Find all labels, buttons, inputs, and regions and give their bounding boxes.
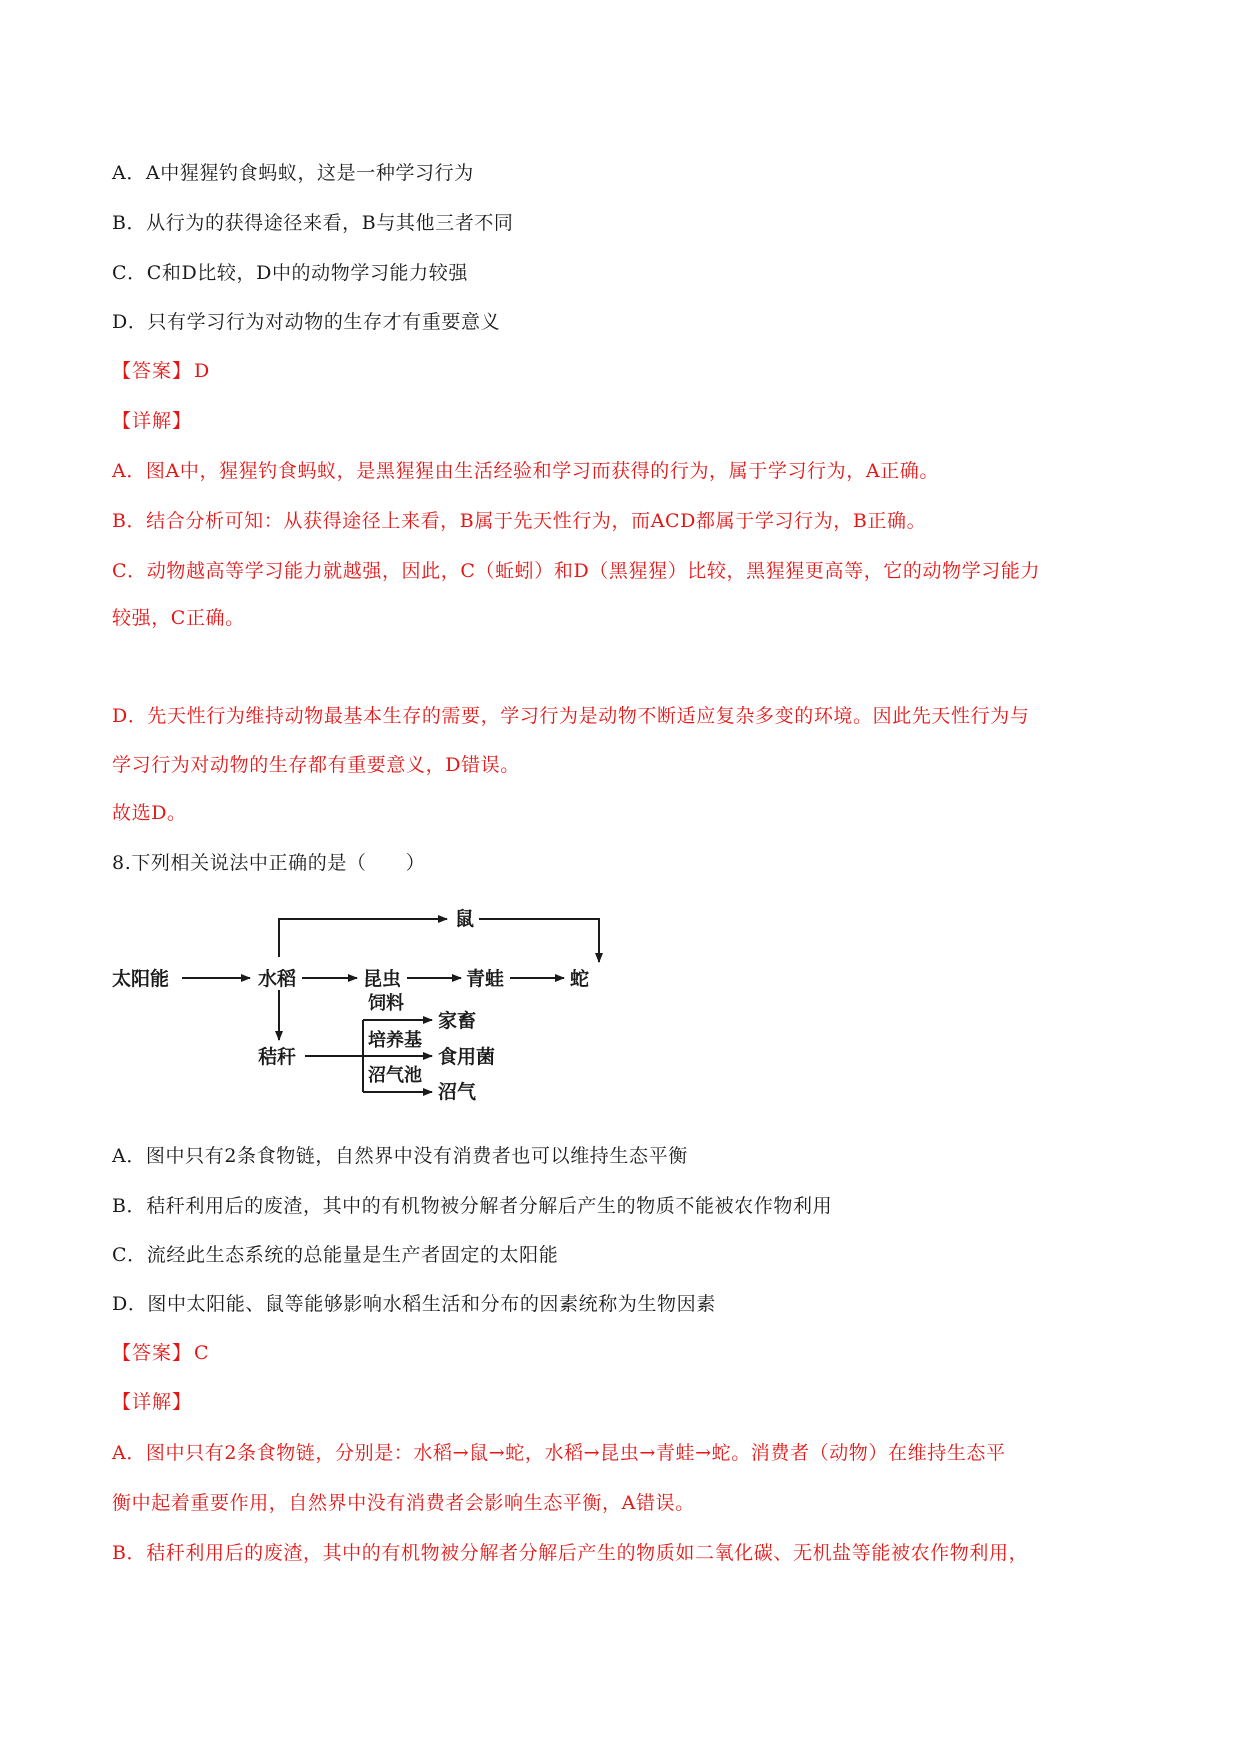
arrow-mouse-snake xyxy=(479,919,599,962)
label-feed: 饲料 xyxy=(368,993,404,1014)
q8-answer-line xyxy=(112,1340,1132,1366)
node-insect: 昆虫 xyxy=(363,968,402,990)
label-digester: 沼气池 xyxy=(368,1065,422,1086)
arrow-rice-mouse xyxy=(279,919,447,957)
q8-explanation-a1: A．图中只有2条食物链，分别是：水稻→鼠→蛇，水稻→昆虫→青蛙→蛇。消费者（动物）在维持生态平 xyxy=(112,1442,1006,1464)
q7-option-b: B．从行为的获得途径来看，B与其他三者不同 xyxy=(112,212,514,234)
answer-value: D xyxy=(194,360,210,382)
node-fungi: 食用菌 xyxy=(438,1046,496,1068)
q7-explanation-d2: 学习行为对动物的生存都有重要意义，D错误。 xyxy=(112,754,520,776)
node-biogas: 沼气 xyxy=(438,1081,477,1103)
q7-option-c: C．C和D比较，D中的动物学习能力较强 xyxy=(112,262,468,284)
node-straw: 秸秆 xyxy=(258,1046,297,1068)
detail-tag: 【详解】 xyxy=(112,1391,193,1413)
q7-explanation-c1: C．动物越高等学习能力就越强，因此，C（蚯蚓）和D（黑猩猩）比较，黑猩猩更高等，它的动物学习能力 xyxy=(112,560,1041,582)
q8-option-b: B．秸秆利用后的废渣，其中的有机物被分解者分解后产生的物质不能被农作物利用 xyxy=(112,1195,833,1217)
node-mouse: 鼠 xyxy=(455,908,475,930)
node-snake: 蛇 xyxy=(570,968,590,990)
q8-explanation-a2: 衡中起着重要作用，自然界中没有消费者会影响生态平衡，A错误。 xyxy=(112,1492,695,1514)
detail-tag: 【详解】 xyxy=(112,410,193,432)
answer-tag: 【答案】 xyxy=(112,1342,193,1364)
label-medium: 培养基 xyxy=(368,1030,422,1051)
q8-option-c: C．流经此生态系统的总能量是生产者固定的太阳能 xyxy=(112,1244,559,1266)
q8-explanation-b: B．秸秆利用后的废渣，其中的有机物被分解者分解后产生的物质如二氧化碳、无机盐等能被农作物利用， xyxy=(112,1542,1029,1564)
answer-value: C xyxy=(194,1342,210,1364)
q8-stem: 8.下列相关说法中正确的是（ ） xyxy=(112,852,426,874)
q7-explanation-a: A．图A中，猩猩钓食蚂蚁，是黑猩猩由生活经验和学习而获得的行为，属于学习行为，A正确。 xyxy=(112,460,939,482)
answer-tag: 【答案】 xyxy=(112,360,193,382)
node-sun: 太阳能 xyxy=(112,968,170,990)
q7-explanation-d1: D．先天性行为维持动物最基本生存的需要，学习行为是动物不断适应复杂多变的环境。因此先天性行为与 xyxy=(112,705,1030,727)
food-web-diagram xyxy=(112,905,632,1110)
node-livestock: 家畜 xyxy=(438,1010,477,1032)
q7-conclusion: 故选D。 xyxy=(112,802,187,824)
q8-option-d: D．图中太阳能、鼠等能够影响水稻生活和分布的因素统称为生物因素 xyxy=(112,1293,716,1315)
q8-option-a: A．图中只有2条食物链，自然界中没有消费者也可以维持生态平衡 xyxy=(112,1145,688,1167)
node-rice: 水稻 xyxy=(258,968,297,990)
q7-answer-line xyxy=(112,358,1132,384)
q7-option-a: A．A中猩猩钓食蚂蚁，这是一种学习行为 xyxy=(112,162,474,184)
node-frog: 青蛙 xyxy=(466,968,505,990)
q7-explanation-c2: 较强，C正确。 xyxy=(112,607,245,629)
q7-option-d: D．只有学习行为对动物的生存才有重要意义 xyxy=(112,311,501,333)
q7-explanation-b: B．结合分析可知：从获得途径上来看，B属于先天性行为，而ACD都属于学习行为，B正确。 xyxy=(112,510,927,532)
